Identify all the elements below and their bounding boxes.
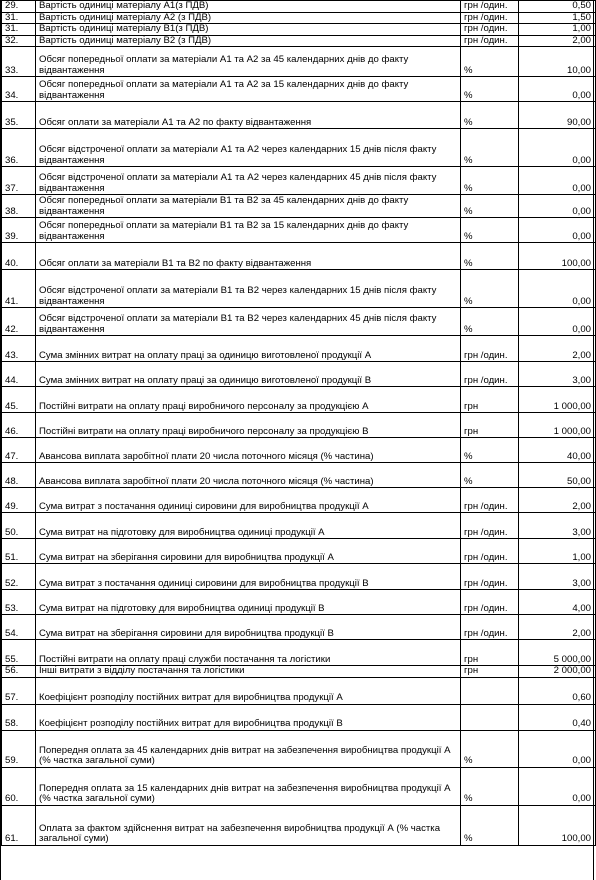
- row-description[interactable]: Вартість одиниці матеріалу А2 (з ПДВ): [36, 12, 461, 24]
- row-description[interactable]: Коефіцієнт розподілу постійних витрат для виробництва продукції А: [36, 677, 461, 704]
- row-description[interactable]: Обсяг оплати за матеріали А1 та А2 по факту відвантаження: [36, 102, 461, 129]
- table-row: [2, 1, 596, 13]
- table-row: [2, 513, 596, 539]
- row-unit[interactable]: [461, 704, 519, 730]
- row-unit[interactable]: %: [461, 102, 519, 129]
- row-number[interactable]: 33.: [2, 47, 36, 77]
- row-value[interactable]: 2,00: [519, 488, 596, 513]
- row-number[interactable]: 41.: [2, 270, 36, 308]
- row-description[interactable]: Сума витрат з постачання одиниці сировини для виробництва продукції А: [36, 488, 461, 513]
- row-number[interactable]: 58.: [2, 704, 36, 730]
- table-row: [2, 308, 596, 336]
- table-row: [2, 12, 596, 24]
- row-value[interactable]: 1,00: [519, 539, 596, 564]
- row-description[interactable]: Обсяг відстроченої оплати за матеріали А1 та А2 через календарних 15 днів після факту відвантаження: [36, 129, 461, 167]
- row-number[interactable]: 57.: [2, 677, 36, 704]
- row-description[interactable]: Попередня оплата за 45 календарних днів витрат на забезпечення виробництва продукції А (% частка загальної суми): [36, 730, 461, 767]
- row-number[interactable]: 50.: [2, 513, 36, 539]
- row-value[interactable]: 0,00: [519, 730, 596, 767]
- row-value[interactable]: 0,00: [519, 167, 596, 195]
- table-row: [2, 24, 596, 36]
- row-number[interactable]: 31.: [2, 24, 36, 36]
- row-description[interactable]: Сума витрат на зберігання сировини для виробництва продукції А: [36, 539, 461, 564]
- row-number[interactable]: 38.: [2, 195, 36, 218]
- row-number[interactable]: 43.: [2, 336, 36, 362]
- table-row: [2, 129, 596, 167]
- row-number[interactable]: 29.: [2, 1, 36, 13]
- row-description[interactable]: Сума витрат з постачання одиниці сировини для виробництва продукції В: [36, 564, 461, 590]
- row-value[interactable]: 1,00: [519, 24, 596, 36]
- row-value[interactable]: 10,00: [519, 47, 596, 77]
- table-row: [2, 704, 596, 730]
- row-value[interactable]: 100,00: [519, 805, 596, 845]
- row-unit[interactable]: грн /один.: [461, 35, 519, 47]
- table-row: [2, 413, 596, 438]
- row-number[interactable]: 35.: [2, 102, 36, 129]
- table-row: [2, 243, 596, 270]
- table-row: [2, 805, 596, 845]
- row-value[interactable]: 3,00: [519, 513, 596, 539]
- row-unit[interactable]: грн /один.: [461, 1, 519, 13]
- row-unit[interactable]: %: [461, 195, 519, 218]
- row-value[interactable]: 0,00: [519, 129, 596, 167]
- row-unit[interactable]: грн /один.: [461, 488, 519, 513]
- row-number[interactable]: 53.: [2, 590, 36, 615]
- row-unit[interactable]: %: [461, 167, 519, 195]
- row-description[interactable]: Авансова виплата заробітної плати 20 числа поточного місяця (% частина): [36, 463, 461, 488]
- table-row: [2, 387, 596, 413]
- row-value[interactable]: 0,40: [519, 704, 596, 730]
- row-number[interactable]: 34.: [2, 77, 36, 102]
- row-description[interactable]: Оплата за фактом здійснення витрат на забезпечення виробництва продукції А (% частка загальної суми): [36, 805, 461, 845]
- row-unit[interactable]: %: [461, 47, 519, 77]
- row-unit[interactable]: грн /один.: [461, 12, 519, 24]
- table-row: [2, 539, 596, 564]
- row-number[interactable]: 37.: [2, 167, 36, 195]
- table-row: [2, 564, 596, 590]
- row-value[interactable]: 0,00: [519, 77, 596, 102]
- row-unit[interactable]: %: [461, 218, 519, 243]
- table-row: [2, 640, 596, 666]
- row-number[interactable]: 45.: [2, 387, 36, 413]
- row-description[interactable]: Коефіцієнт розподілу постійних витрат для виробництва продукції В: [36, 704, 461, 730]
- row-value[interactable]: 2 000,00: [519, 666, 596, 678]
- row-unit[interactable]: грн /один.: [461, 615, 519, 640]
- row-unit[interactable]: %: [461, 805, 519, 845]
- row-number[interactable]: 48.: [2, 463, 36, 488]
- row-number[interactable]: 60.: [2, 767, 36, 805]
- row-number[interactable]: 44.: [2, 362, 36, 387]
- row-value[interactable]: 0,00: [519, 195, 596, 218]
- row-value[interactable]: 2,00: [519, 336, 596, 362]
- row-value[interactable]: 2,00: [519, 615, 596, 640]
- row-value[interactable]: 40,00: [519, 438, 596, 463]
- table-row: [2, 102, 596, 129]
- row-number[interactable]: 36.: [2, 129, 36, 167]
- row-number[interactable]: 56.: [2, 666, 36, 678]
- row-unit[interactable]: %: [461, 463, 519, 488]
- row-description[interactable]: Вартість одиниці матеріалу В2 (з ПДВ): [36, 35, 461, 47]
- row-unit[interactable]: грн /один.: [461, 24, 519, 36]
- row-value[interactable]: 0,00: [519, 218, 596, 243]
- row-description[interactable]: Попередня оплата за 15 календарних днів витрат на забезпечення виробництва продукції А (% частка загальної суми): [36, 767, 461, 805]
- table-row: [2, 677, 596, 704]
- row-unit[interactable]: %: [461, 438, 519, 463]
- table-row: [2, 47, 596, 77]
- row-description[interactable]: Сума витрат на підготовку для виробництва одиниці продукції А: [36, 513, 461, 539]
- table-row: [2, 767, 596, 805]
- row-unit[interactable]: %: [461, 730, 519, 767]
- row-unit[interactable]: %: [461, 308, 519, 336]
- table-row: [2, 35, 596, 47]
- row-value[interactable]: 3,00: [519, 564, 596, 590]
- row-value[interactable]: 100,00: [519, 243, 596, 270]
- row-value[interactable]: 5 000,00: [519, 640, 596, 666]
- row-unit[interactable]: %: [461, 767, 519, 805]
- row-description[interactable]: Сума змінних витрат на оплату праці за одиницю виготовленої продукції А: [36, 336, 461, 362]
- row-description[interactable]: Вартість одиниці матеріалу А1(з ПДВ): [36, 1, 461, 13]
- row-unit[interactable]: %: [461, 77, 519, 102]
- table-row: [2, 362, 596, 387]
- row-number[interactable]: 46.: [2, 413, 36, 438]
- row-description[interactable]: Постійні витрати на оплату праці виробничого персоналу за продукцією А: [36, 387, 461, 413]
- row-description[interactable]: Сума змінних витрат на оплату праці за одиницю виготовленої продукції В: [36, 362, 461, 387]
- table-row: [2, 730, 596, 767]
- row-number[interactable]: 61.: [2, 805, 36, 845]
- row-description[interactable]: Сума витрат на підготовку для виробництва одиниці продукції В: [36, 590, 461, 615]
- row-value[interactable]: 3,00: [519, 362, 596, 387]
- row-description[interactable]: Сума витрат на зберігання сировини для виробництва продукції В: [36, 615, 461, 640]
- row-value[interactable]: 50,00: [519, 463, 596, 488]
- row-unit[interactable]: грн /один.: [461, 513, 519, 539]
- row-unit[interactable]: %: [461, 270, 519, 308]
- row-number[interactable]: 40.: [2, 243, 36, 270]
- row-unit[interactable]: %: [461, 129, 519, 167]
- row-number[interactable]: 59.: [2, 730, 36, 767]
- table-row: [2, 167, 596, 195]
- table-row: [2, 77, 596, 102]
- row-value[interactable]: 90,00: [519, 102, 596, 129]
- row-value[interactable]: 1,50: [519, 12, 596, 24]
- row-description[interactable]: Постійні витрати на оплату праці служби постачання та логістики: [36, 640, 461, 666]
- row-description[interactable]: Авансова виплата заробітної плати 20 числа поточного місяця (% частина): [36, 438, 461, 463]
- row-number[interactable]: 47.: [2, 438, 36, 463]
- row-description[interactable]: Обсяг відстроченої оплати за матеріали В1 та В2 через календарних 15 днів після факту відвантаження: [36, 270, 461, 308]
- table-row: [2, 590, 596, 615]
- row-description[interactable]: Обсяг оплати за матеріали В1 та В2 по факту відвантаження: [36, 243, 461, 270]
- row-value[interactable]: 2,00: [519, 35, 596, 47]
- table-body: [2, 1, 596, 846]
- row-unit[interactable]: грн /один.: [461, 564, 519, 590]
- table-row: [2, 463, 596, 488]
- row-unit[interactable]: грн: [461, 666, 519, 678]
- row-value[interactable]: 1 000,00: [519, 387, 596, 413]
- table-row: [2, 336, 596, 362]
- row-description[interactable]: Обсяг відстроченої оплати за матеріали В1 та В2 через календарних 45 днів після факту відвантаження: [36, 308, 461, 336]
- parameters-table: [1, 0, 596, 846]
- table-row: [2, 666, 596, 678]
- row-number[interactable]: 42.: [2, 308, 36, 336]
- row-unit[interactable]: грн /один.: [461, 362, 519, 387]
- row-description[interactable]: Обсяг попередньої оплати за матеріали В1 та В2 за 15 календарних днів до факту відвантаження: [36, 218, 461, 243]
- table-row: [2, 218, 596, 243]
- row-value[interactable]: 0,50: [519, 1, 596, 13]
- row-unit[interactable]: [461, 677, 519, 704]
- row-description[interactable]: Постійні витрати на оплату праці виробничого персоналу за продукцією В: [36, 413, 461, 438]
- row-unit[interactable]: грн: [461, 387, 519, 413]
- row-number[interactable]: 31.: [2, 12, 36, 24]
- table-row: [2, 438, 596, 463]
- row-unit[interactable]: грн: [461, 640, 519, 666]
- row-description[interactable]: Обсяг попередньої оплати за матеріали А1 та А2 за 45 календарних днів до факту відвантаження: [36, 47, 461, 77]
- table-row: [2, 615, 596, 640]
- row-number[interactable]: 55.: [2, 640, 36, 666]
- row-description[interactable]: Обсяг відстроченої оплати за матеріали А1 та А2 через календарних 45 днів після факту відвантаження: [36, 167, 461, 195]
- row-number[interactable]: 49.: [2, 488, 36, 513]
- row-description[interactable]: Інші витрати з відділу постачання та логістики: [36, 666, 461, 678]
- row-value[interactable]: 0,00: [519, 767, 596, 805]
- table-row: [2, 488, 596, 513]
- row-value[interactable]: 0,00: [519, 308, 596, 336]
- row-value[interactable]: 0,00: [519, 270, 596, 308]
- row-number[interactable]: 32.: [2, 35, 36, 47]
- row-value[interactable]: 1 000,00: [519, 413, 596, 438]
- table-row: [2, 195, 596, 218]
- row-number[interactable]: 39.: [2, 218, 36, 243]
- row-unit[interactable]: грн: [461, 413, 519, 438]
- table-row: [2, 270, 596, 308]
- row-description[interactable]: Обсяг попередньої оплати за матеріали А1 та А2 за 15 календарних днів до факту відвантаження: [36, 77, 461, 102]
- row-number[interactable]: 52.: [2, 564, 36, 590]
- row-description[interactable]: Вартість одиниці матеріалу В1(з ПДВ): [36, 24, 461, 36]
- row-value[interactable]: 4,00: [519, 590, 596, 615]
- row-unit[interactable]: грн /один.: [461, 539, 519, 564]
- row-unit[interactable]: грн /один.: [461, 336, 519, 362]
- row-unit[interactable]: %: [461, 243, 519, 270]
- row-value[interactable]: 0,60: [519, 677, 596, 704]
- row-number[interactable]: 51.: [2, 539, 36, 564]
- row-unit[interactable]: грн /один.: [461, 590, 519, 615]
- row-description[interactable]: Обсяг попередньої оплати за матеріали В1 та В2 за 45 календарних днів до факту відвантаження: [36, 195, 461, 218]
- row-number[interactable]: 54.: [2, 615, 36, 640]
